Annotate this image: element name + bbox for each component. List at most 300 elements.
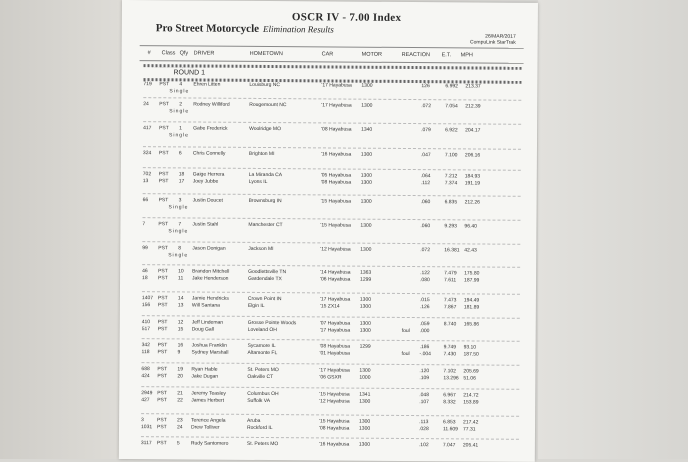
row-divider	[143, 121, 521, 125]
row-divider	[141, 436, 519, 440]
table-cell: Chris Connelly	[192, 150, 226, 157]
table-cell: 424	[141, 373, 150, 380]
table-cell: 1300	[359, 327, 371, 334]
table-row	[119, 424, 535, 434]
table-cell: .060	[420, 223, 431, 230]
table-cell: PST	[159, 125, 169, 132]
row-divider	[142, 217, 520, 221]
table-cell: 719	[143, 81, 152, 88]
table-cell: '17 Hayabusa	[319, 296, 351, 303]
table-cell: PST	[157, 390, 168, 397]
table-cell: .112	[420, 180, 431, 187]
table-cell: St. Peters MO	[246, 440, 279, 448]
table-cell: 427	[141, 397, 150, 404]
table-cell: 51.06	[463, 375, 476, 382]
table-cell: 22	[177, 397, 183, 404]
table-cell: .107	[419, 399, 429, 406]
table-cell: '07 Hayabusa	[319, 320, 351, 327]
table-cell: 688	[141, 366, 150, 373]
row-divider	[143, 193, 521, 197]
table-cell: Altamonte FL	[247, 349, 278, 357]
table-cell: Jake Henderson	[192, 275, 229, 282]
table-cell: Brandon Mitchell	[192, 268, 230, 275]
table-cell: 7.054	[445, 103, 458, 110]
table-cell: Ehren Litten	[193, 81, 221, 88]
table-cell: 6.922	[445, 127, 458, 134]
single-label: Single	[168, 228, 189, 235]
table-cell: Sycamore IL	[247, 342, 276, 350]
table-cell: 342	[141, 342, 150, 349]
table-cell: 9.749	[443, 344, 457, 351]
table-cell: 156	[141, 302, 151, 309]
table-cell: PST	[158, 150, 169, 157]
table-cell: '15 Hayabusa	[320, 222, 351, 229]
table-cell: 1300	[358, 441, 371, 448]
table-cell: '01 Hayabusa	[319, 350, 350, 357]
table-cell: Gabe Frederick	[193, 125, 228, 132]
row-divider	[142, 291, 520, 295]
table-cell: 1300	[359, 320, 371, 327]
table-cell: 184.93	[464, 173, 481, 180]
page-title: OSCR IV - 7.00 Index	[291, 11, 402, 24]
row-divider	[141, 362, 519, 366]
table-cell: 212.26	[464, 199, 480, 206]
table-cell: 8	[178, 245, 182, 252]
table-cell: 118	[141, 349, 150, 356]
table-cell: .059	[419, 321, 430, 328]
result-pair	[121, 150, 537, 159]
table-cell: PST	[159, 101, 170, 108]
table-row	[120, 302, 536, 312]
row-divider	[142, 264, 520, 268]
table-cell: 517	[141, 326, 151, 333]
table-cell: 191.19	[464, 180, 481, 187]
table-cell: 21	[177, 390, 183, 397]
result-pair	[119, 366, 535, 382]
table-cell: .122	[420, 270, 430, 277]
row-divider	[142, 338, 520, 342]
table-cell: PST	[158, 268, 168, 275]
table-cell: PST	[156, 440, 167, 447]
table-cell: 1031	[140, 424, 153, 431]
table-cell: Drew Tolliver	[190, 424, 220, 431]
result-pair	[120, 319, 536, 335]
table-cell: 23	[177, 417, 183, 424]
table-cell: '15 Hayabusa	[319, 391, 350, 398]
table-cell: Woolridge MO	[249, 125, 281, 133]
table-cell: 1300	[359, 367, 371, 374]
table-cell: '05 Hayabusa	[320, 172, 352, 179]
event-date: 26/MAR/2017	[485, 33, 516, 40]
software-name: CompuLink StarTrak	[470, 39, 516, 46]
table-cell: 7	[178, 221, 182, 228]
table-cell: 324	[142, 150, 152, 157]
row-divider	[143, 146, 521, 150]
table-cell: .047	[420, 152, 431, 159]
table-cell: .072	[421, 103, 432, 110]
table-cell: 1300	[360, 172, 372, 179]
table-cell: Gardendale TX	[248, 275, 282, 283]
table-cell: PST	[157, 302, 168, 309]
table-cell: PST	[157, 342, 168, 349]
table-cell: Terence Angela	[191, 417, 226, 424]
table-row	[119, 373, 535, 383]
table-cell: 205.41	[462, 442, 479, 449]
table-cell: 1341	[359, 391, 371, 398]
table-cell: 214.72	[463, 392, 479, 399]
table-cell: 24	[143, 101, 149, 108]
table-cell: 7.212	[444, 173, 458, 180]
table-row	[119, 440, 535, 450]
table-cell: 1000	[359, 374, 371, 381]
table-cell: .109	[419, 375, 430, 382]
table-cell: PST	[157, 373, 168, 380]
table-cell: 17	[178, 178, 185, 185]
table-cell: 181.89	[463, 304, 480, 311]
table-cell: 1299	[360, 276, 372, 283]
table-cell: .080	[420, 277, 430, 284]
table-cell: 12	[177, 319, 184, 326]
column-header-9: MPH	[460, 52, 473, 59]
table-cell: 1363	[360, 269, 372, 276]
table-cell: 7.374	[444, 180, 458, 187]
table-cell: .015	[419, 297, 430, 304]
table-cell: 6.967	[443, 392, 456, 399]
table-cell: 9	[177, 349, 181, 356]
table-cell: '14 Hayabusa	[320, 269, 351, 276]
table-cell: Brownsburg IN	[248, 197, 282, 205]
result-pair	[121, 171, 537, 187]
table-cell: 4	[179, 81, 183, 88]
table-cell: 13	[177, 302, 184, 309]
table-cell: Joshua Franklin	[191, 342, 227, 349]
table-cell: PST	[157, 349, 168, 356]
table-cell: 3	[141, 417, 144, 424]
column-header-0: #	[147, 50, 151, 57]
result-pair	[119, 440, 535, 449]
table-cell: 6.835	[444, 199, 458, 206]
table-cell: 1300	[359, 296, 372, 303]
column-header-2: Qfy	[179, 50, 189, 57]
table-cell: 9.293	[444, 223, 457, 230]
table-cell: 153.89	[463, 399, 479, 406]
table-cell: 10	[178, 268, 184, 275]
table-cell: '06 GSXR	[319, 374, 342, 381]
table-cell: PST	[157, 295, 168, 302]
table-cell: 1300	[361, 102, 373, 109]
table-cell: 19	[177, 366, 184, 373]
table-cell: 7.102	[443, 368, 456, 375]
table-row	[120, 349, 536, 359]
table-cell: 3117	[140, 440, 152, 447]
table-cell: 6	[178, 150, 182, 157]
table-cell: -.004	[419, 351, 431, 358]
table-cell: 20	[177, 373, 183, 380]
table-cell: 205.69	[463, 368, 479, 375]
table-cell: '16 Hayabusa	[318, 441, 350, 448]
table-cell: foul	[401, 350, 410, 358]
table-cell: Jeremy Teasley	[191, 390, 226, 397]
table-cell: 1300	[359, 303, 372, 310]
table-cell: 1300	[360, 151, 373, 158]
table-cell: 11	[178, 275, 184, 282]
table-cell: 187.50	[463, 351, 479, 358]
column-header-4: HOMETOWN	[249, 50, 283, 58]
table-cell: Rougemount NC	[249, 101, 287, 109]
table-cell: .120	[419, 368, 430, 375]
table-cell: PST	[158, 275, 168, 282]
single-label: Single	[169, 88, 190, 95]
table-cell: 1300	[360, 179, 372, 186]
result-pair	[121, 125, 537, 139]
table-cell: Jason Donigan	[192, 245, 226, 252]
table-cell: La Miranda CA	[248, 171, 283, 179]
table-cell: '17 Hayabusa	[321, 102, 352, 109]
table-cell: .060	[420, 199, 431, 206]
table-cell: '17 Hayabusa	[321, 82, 352, 89]
table-cell: 6.853	[443, 419, 456, 426]
table-cell: PST	[156, 424, 167, 431]
table-cell: 18	[142, 275, 148, 282]
table-cell: Columbus OH	[247, 390, 279, 398]
table-cell: Jackson MI	[248, 245, 274, 253]
table-cell: Jake Dugan	[191, 373, 219, 380]
table-cell: Rockford IL	[246, 424, 273, 432]
table-cell: 7.867	[443, 304, 457, 311]
table-cell: Sydney Marshall	[191, 349, 229, 356]
background-right	[538, 0, 688, 459]
table-cell: Goodlettsville TN	[248, 268, 287, 276]
table-cell: 7.430	[443, 351, 457, 358]
table-cell: 46	[142, 268, 148, 275]
table-cell: PST	[158, 178, 169, 185]
table-cell: Joey Jubbe	[192, 178, 219, 185]
table-cell: 8.332	[443, 399, 456, 406]
table-cell: 206.16	[464, 152, 481, 159]
table-cell: PST	[158, 171, 169, 178]
column-header-5: CAR	[321, 51, 334, 58]
table-cell: 1300	[360, 198, 372, 205]
table-cell: 13	[142, 178, 149, 185]
table-row	[119, 397, 535, 407]
table-cell: 18	[178, 171, 185, 178]
table-cell: Gaige Herrera	[192, 171, 225, 178]
table-cell: Doug Gall	[191, 326, 214, 333]
table-cell: Loveland OH	[247, 326, 277, 334]
result-pair	[119, 390, 535, 406]
table-cell: .048	[419, 392, 430, 399]
class-name: Pro Street Motorcycle	[155, 22, 260, 35]
table-cell: Justin Stahl	[192, 221, 219, 228]
table-cell: Louisburg NC	[249, 81, 281, 89]
table-cell: 175.80	[464, 270, 480, 277]
table-cell: 1300	[359, 398, 371, 405]
column-header-8: E.T.	[441, 52, 452, 59]
column-header	[140, 45, 524, 64]
table-cell: PST	[157, 397, 167, 404]
table-cell: Grosse Pointe Woods	[247, 319, 297, 327]
table-cell: .028	[418, 426, 429, 433]
table-cell: Jamie Hendricks	[191, 295, 229, 302]
table-cell: 16.381	[444, 247, 460, 254]
table-cell: Suffolk VA	[247, 397, 271, 405]
column-header-7: REACTION	[401, 51, 431, 59]
table-cell: 702	[142, 171, 152, 178]
table-cell: 204.17	[465, 127, 481, 134]
single-label: Single	[168, 252, 189, 259]
table-cell: '15 Hayabusa	[319, 418, 350, 425]
table-row	[121, 150, 537, 160]
table-cell: .072	[420, 247, 431, 254]
round-label: ROUND 1	[173, 69, 206, 77]
result-pair	[121, 101, 537, 115]
table-cell: 13.296	[443, 375, 459, 382]
table-cell: PST	[158, 221, 169, 228]
result-pair	[119, 417, 535, 433]
table-cell: '08 Hayabusa	[320, 179, 352, 186]
column-header-1: Class	[161, 50, 176, 57]
single-label: Single	[168, 204, 189, 211]
table-cell: '08 Hayabusa	[318, 425, 350, 432]
table-cell: 1299	[359, 343, 371, 350]
table-cell: 1407	[141, 295, 154, 302]
table-cell: '15 Hayabusa	[320, 198, 352, 205]
result-pair	[120, 245, 536, 259]
table-cell: 213.37	[465, 83, 481, 90]
table-cell: 212.39	[465, 103, 481, 110]
table-cell: 7.473	[443, 297, 457, 304]
table-cell: PST	[157, 366, 168, 373]
table-cell: .126	[419, 304, 430, 311]
table-cell: .113	[419, 419, 429, 426]
table-cell: '16 Hayabusa	[320, 151, 352, 158]
table-cell: PST	[159, 81, 170, 88]
table-cell: '17 Hayabusa	[319, 367, 350, 374]
table-cell: Manchester CT	[248, 221, 283, 229]
result-pair	[120, 342, 536, 358]
table-cell: PST	[157, 326, 168, 333]
table-cell: James Herbert	[191, 397, 225, 404]
row-divider	[142, 241, 520, 245]
table-cell: .000	[419, 328, 430, 335]
single-label: Single	[169, 108, 190, 115]
column-header-6: MOTOR	[361, 51, 383, 58]
table-cell: 165.86	[463, 321, 480, 328]
background-left	[0, 0, 122, 459]
table-cell: St. Peters MO	[247, 366, 279, 374]
table-cell: Oakville CT	[247, 373, 274, 381]
results-type: Elimination Results	[263, 23, 334, 35]
table-cell: 194.49	[463, 297, 480, 304]
page-subtitle	[156, 22, 334, 35]
table-cell: .064	[420, 173, 431, 180]
table-row	[120, 275, 536, 285]
table-cell: 7	[142, 221, 146, 228]
table-cell: 24	[176, 424, 183, 431]
table-cell: '17 Hayabusa	[319, 327, 351, 334]
table-cell: 15	[177, 326, 184, 333]
table-cell: Jeff Lindeman	[191, 319, 224, 326]
table-row	[120, 326, 536, 336]
table-cell: 187.99	[464, 277, 480, 284]
table-cell: 1	[179, 125, 182, 132]
table-cell: 3	[178, 197, 182, 204]
table-cell: 7.047	[442, 442, 456, 449]
table-cell: 93.10	[463, 344, 477, 351]
result-pair	[120, 295, 536, 311]
table-cell: 1340	[361, 126, 373, 133]
table-cell: 96.40	[464, 223, 477, 230]
row-divider	[143, 167, 521, 171]
table-cell: '12 Hayabusa	[319, 398, 350, 405]
table-cell: Rudy Santomero	[190, 440, 229, 447]
table-cell: 2	[179, 101, 183, 108]
date-block	[470, 33, 516, 45]
table-cell: 77.31	[462, 426, 476, 433]
single-label: Single	[169, 132, 189, 139]
table-cell: .186	[419, 344, 430, 351]
result-pair	[120, 221, 536, 235]
results-sheet	[119, 0, 538, 462]
table-cell: 126	[421, 83, 430, 90]
result-pair	[121, 197, 537, 211]
table-cell: 7.100	[444, 152, 458, 159]
table-cell: 1300	[360, 246, 372, 253]
table-cell: Ryan Hable	[191, 366, 218, 373]
table-cell: PST	[158, 245, 169, 252]
table-cell: Justin Doucet	[192, 197, 223, 204]
table-cell: '08 Hayabusa	[319, 343, 351, 350]
table-cell: Brighton MI	[248, 150, 275, 158]
column-header-3: DRIVER	[193, 50, 215, 57]
table-cell: 217.42	[463, 419, 479, 426]
table-cell: '06 Hayabusa	[320, 276, 351, 283]
table-cell: 410	[141, 319, 151, 326]
table-row	[121, 178, 537, 188]
table-cell: 1300	[358, 425, 371, 432]
table-cell: 42.43	[464, 247, 477, 254]
table-cell: 11.609	[442, 426, 458, 433]
table-cell: 417	[143, 125, 152, 132]
table-cell: 7.611	[444, 277, 457, 284]
table-cell: 2949	[141, 390, 153, 397]
table-cell: 14	[177, 295, 184, 302]
row-divider	[143, 97, 521, 101]
table-cell: .102	[418, 442, 429, 449]
table-cell: PST	[157, 319, 168, 326]
table-cell: 16	[177, 342, 184, 349]
table-cell: '08 Hayabusa	[321, 126, 352, 133]
result-pair	[120, 268, 536, 284]
table-cell: PST	[158, 197, 169, 204]
table-cell: Elgin IL	[247, 302, 265, 310]
table-cell: foul	[401, 327, 410, 335]
table-cell: 6.992	[445, 83, 458, 90]
table-cell: 7.479	[444, 270, 457, 277]
row-divider	[141, 386, 519, 390]
table-cell: '12 Hayabusa	[320, 246, 351, 253]
table-cell: 66	[142, 197, 149, 204]
table-cell: 99	[142, 245, 148, 252]
table-cell: .079	[421, 127, 431, 134]
table-cell: Rodney Williford	[193, 101, 230, 108]
table-cell: 1300	[360, 222, 372, 229]
table-cell: PST	[157, 417, 167, 424]
table-cell: Lyons IL	[248, 178, 268, 186]
table-cell: '15 ZX14	[319, 303, 340, 310]
table-cell: 1300	[359, 418, 371, 425]
table-cell: Will Santana	[191, 302, 220, 309]
